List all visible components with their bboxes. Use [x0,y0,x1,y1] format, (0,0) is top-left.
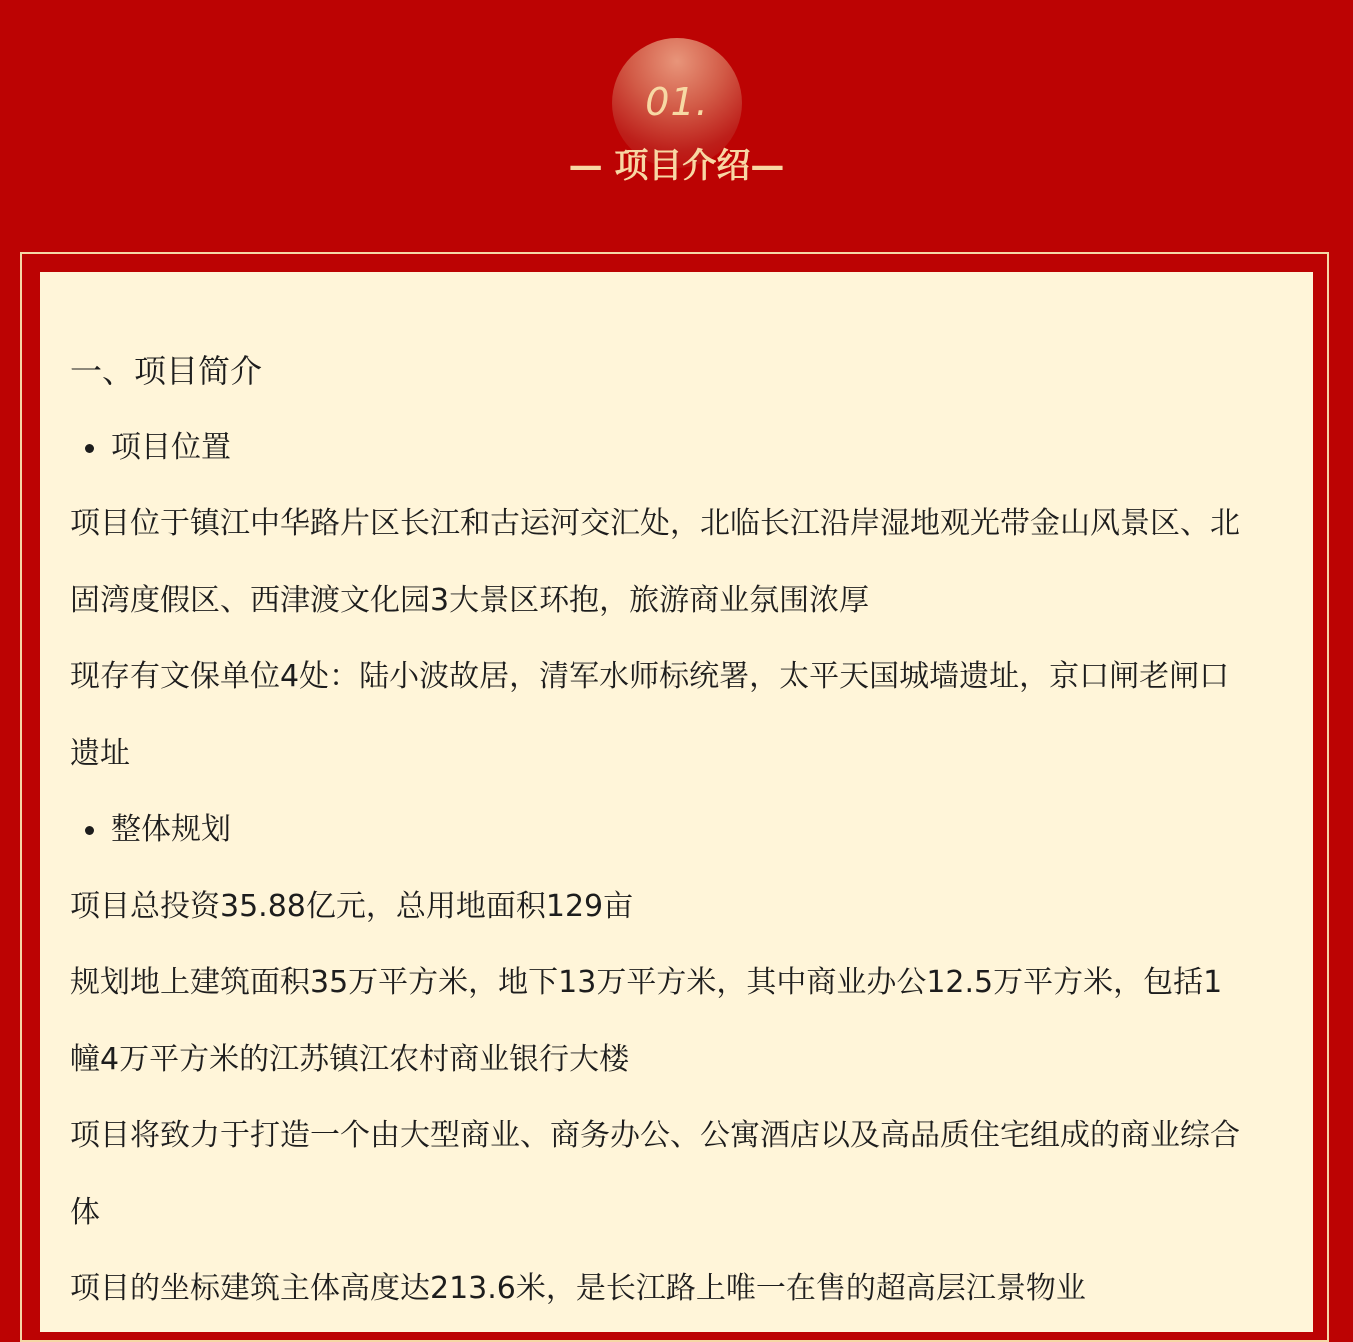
paragraph-line: 规划地上建筑面积35万平方米，地下13万平方米，其中商业办公12.5万平方米，包括1 [70,965,1223,1000]
paragraph-line: 项目总投资35.88亿元，总用地面积129亩 [70,888,634,924]
bullet-label: 整体规划 [111,812,231,847]
paragraph-line: 幢4万平方米的江苏镇江农村商业银行大楼 [70,1041,630,1077]
paragraph-line: 项目位于镇江中华路片区长江和古运河交汇处，北临长江沿岸湿地观光带金山风景区、北 [70,506,1240,541]
bullet-item-planning [70,792,1295,869]
paragraph-line: 现存有文保单位4处：陆小波故居，清军水师标统署，太平天国城墙遗址，京口闸老闸口 [70,659,1230,694]
bullet-dot-icon [85,444,94,453]
section-title: 一、项目简介 [70,352,263,390]
section-heading: — 项目介绍— [568,146,785,186]
paragraph-line: 体 [70,1194,100,1230]
bullet-dot-icon [85,826,94,835]
paragraph-line: 项目将致力于打造一个由大型商业、商务办公、公寓酒店以及高品质住宅组成的商业综合 [70,1118,1240,1153]
paragraph-line: 项目的坐标建筑主体高度达213.6米，是长江路上唯一在售的超高层江景物业 [70,1271,1086,1306]
bullet-item-location [70,410,1295,487]
bullet-label: 项目位置 [111,429,231,465]
article-content [70,333,1295,1328]
section-number: 01. [645,80,709,124]
paragraph-line: 固湾度假区、西津渡文化园3大景区环抱，旅游商业氛围浓厚 [70,582,870,618]
paragraph-line: 遗址 [70,735,130,771]
